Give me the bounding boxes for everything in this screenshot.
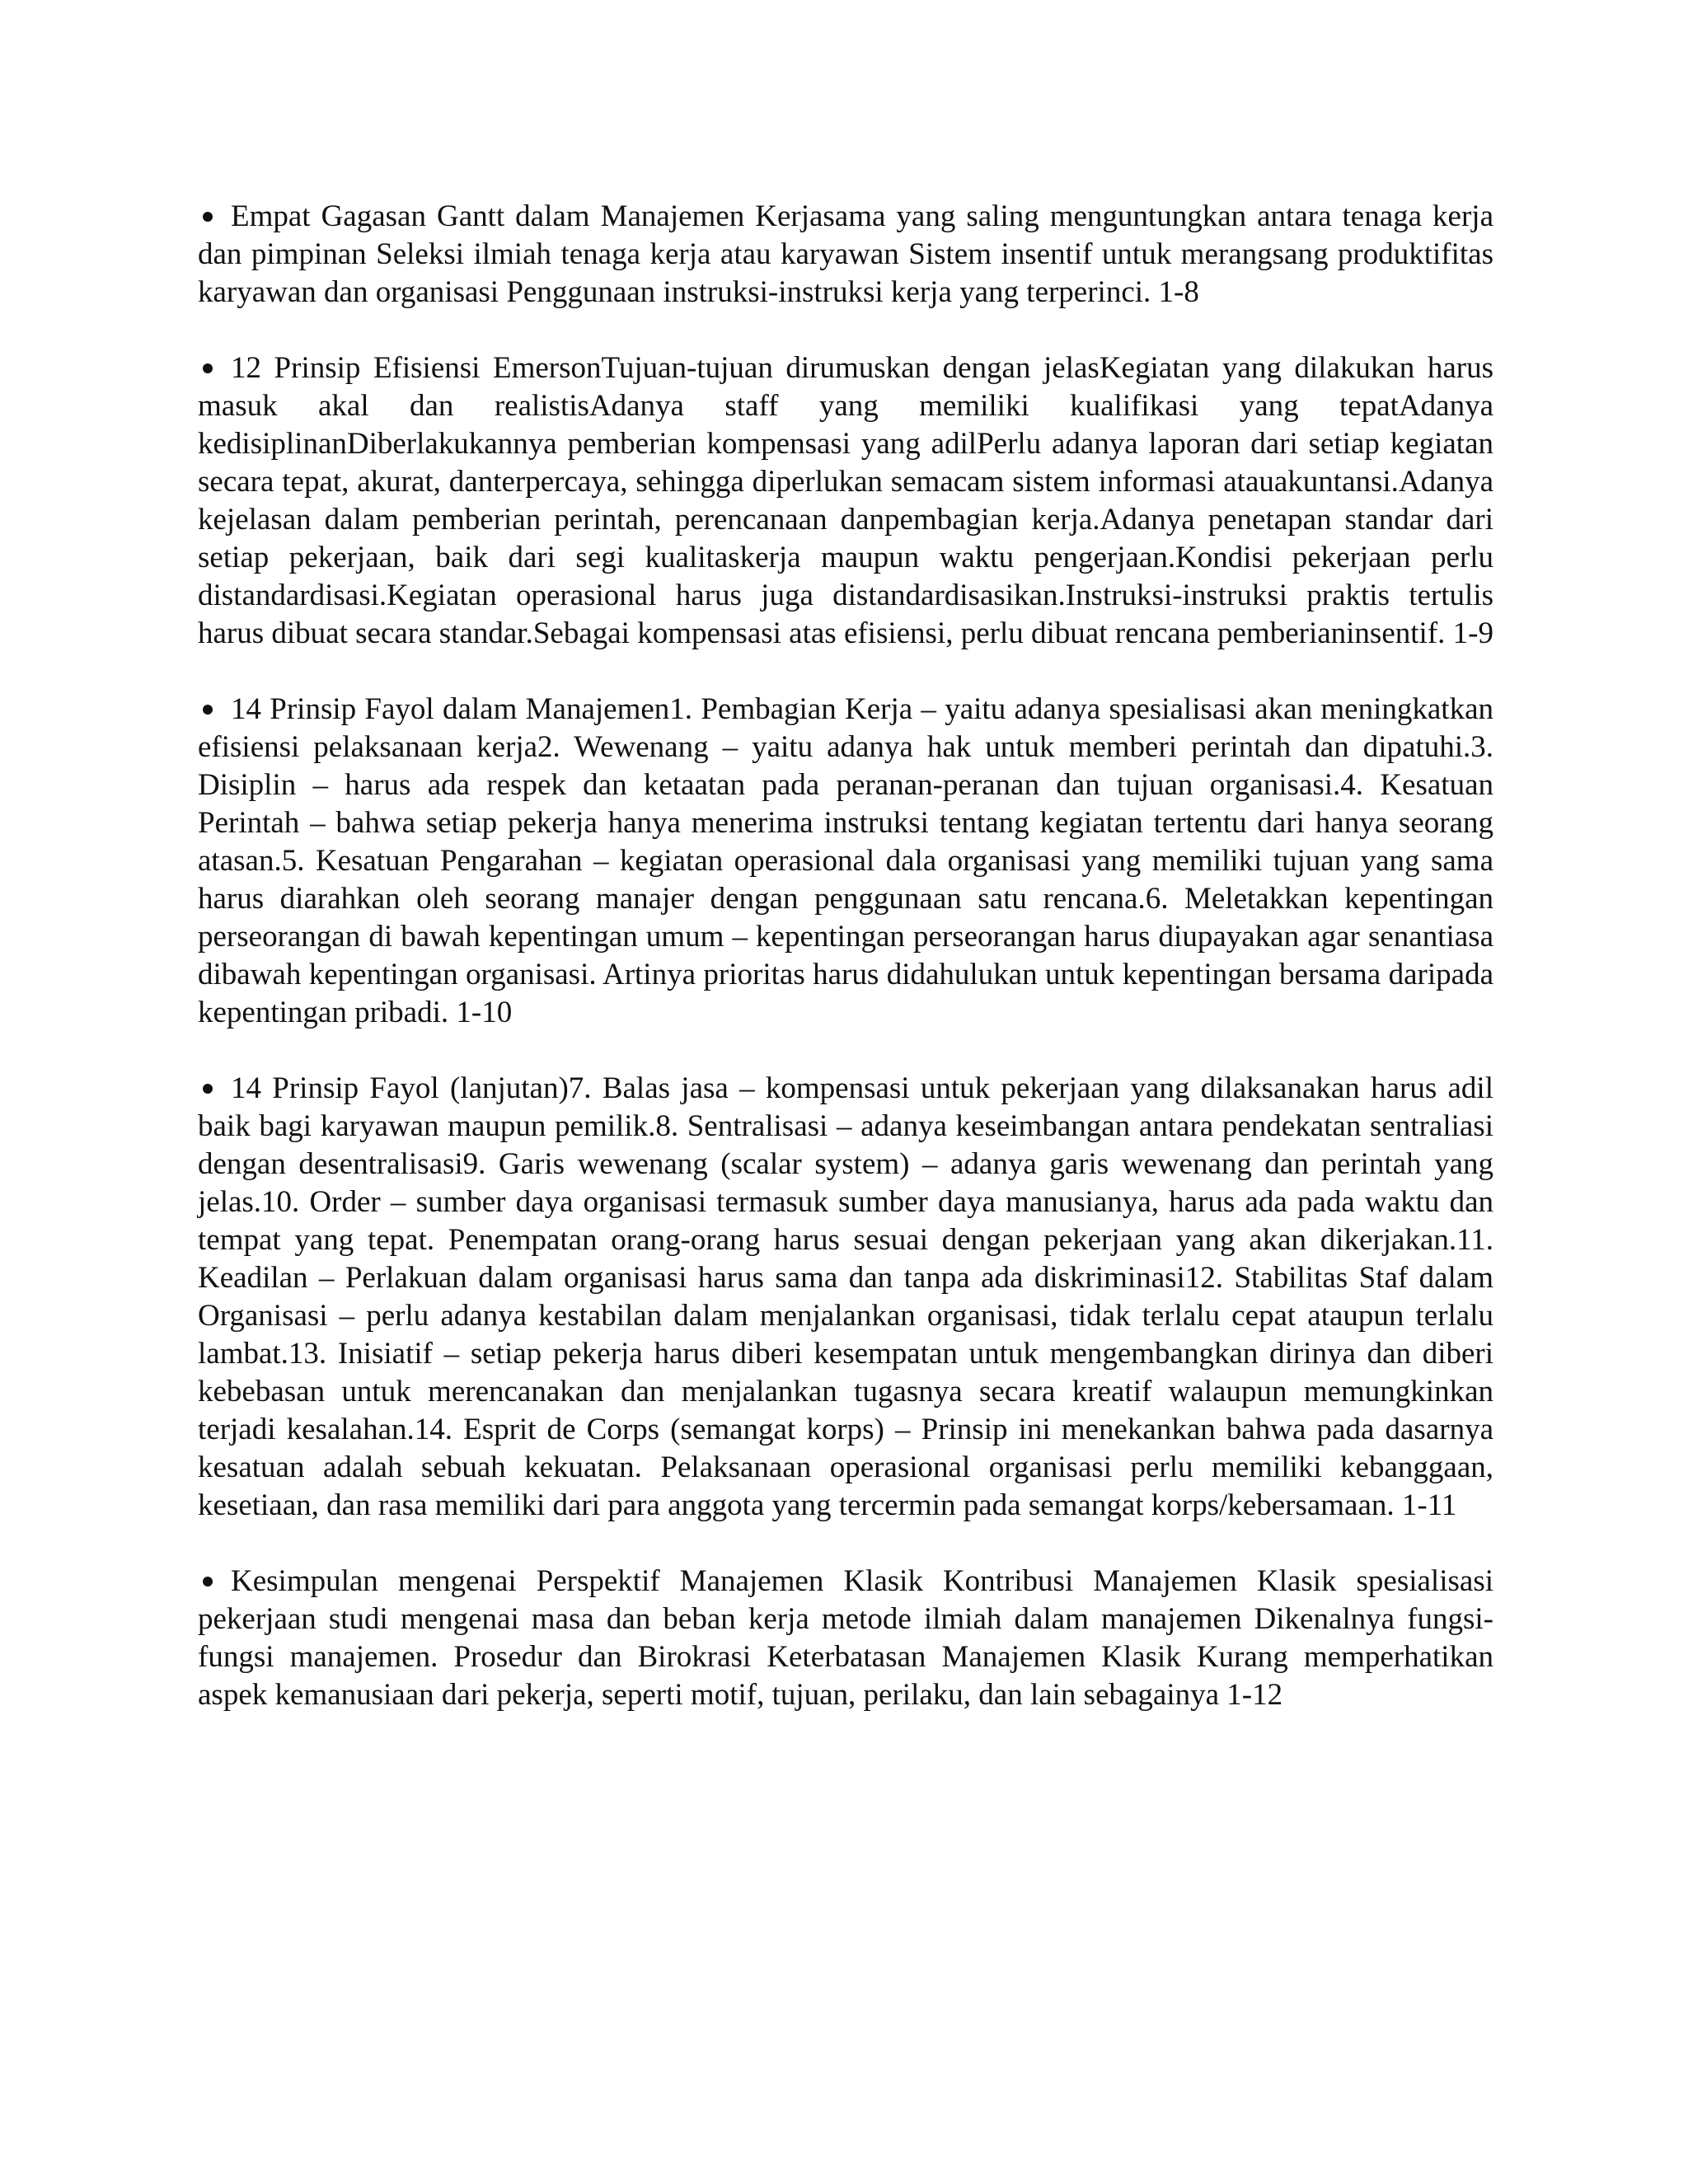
paragraph-text: 12 Prinsip Efisiensi EmersonTujuan-tujuan dirumuskan dengan jelasKegiatan yang dilakukan harus masuk akal dan realistisAdanya staff yang memiliki kualifikasi yang tepatAdanya kedisiplinanDiberlakukannya pemberian kompensasi yang adilPerlu adanya laporan dari setiap kegiatan secara tepat, akurat, danterpercaya, sehingga diperlukan semacam sistem informasi atauakuntansi.Adanya kejelasan dalam pemberian perintah, perencanaan danpembagian kerja.Adanya penetapan standar dari setiap pekerjaan, baik dari segi kualitaskerja maupun waktu pengerjaan.Kondisi pekerjaan perlu distandardisasi.Kegiatan operasional harus juga distandardisasikan.Instruksi-instruksi praktis tertulis harus dibuat secara standar.Sebagai kompensasi atas efisiensi, perlu dibuat rencana pemberianinsentif. 1-9	[198, 351, 1493, 650]
paragraph-conclusion	[198, 1563, 1493, 1714]
paragraph-text: 14 Prinsip Fayol (lanjutan)7. Balas jasa – kompensasi untuk pekerjaan yang dilaksanakan harus adil baik bagi karyawan maupun pemilik.8. Sentralisasi – adanya keseimbangan antara pendekatan sentraliasi dengan desentralisasi9. Garis wewenang (scalar system) – adanya garis wewenang dan perintah yang jelas.10. Order – sumber daya organisasi termasuk sumber daya manusianya, harus ada pada waktu dan tempat yang tepat. Penempatan orang-orang harus sesuai dengan pekerjaan yang akan dikerjakan.11. Keadilan – Perlakuan dalam organisasi harus sama dan tanpa ada diskriminasi12. Stabilitas Staf dalam Organisasi – perlu adanya kestabilan dalam menjalankan organisasi, tidak terlalu cepat ataupun terlalu lambat.13. Inisiatif – setiap pekerja harus diberi kesempatan untuk mengembangkan dirinya dan diberi kebebasan untuk merencanakan dan menjalankan tugasnya secara kreatif walaupun memungkinkan terjadi kesalahan.14. Esprit de Corps (semangat korps) – Prinsip ini menekankan bahwa pada dasarnya kesatuan adalah sebuah kekuatan. Pelaksanaan operasional organisasi perlu memiliki kebanggaan, kesetiaan, dan rasa memiliki dari para anggota yang tercermin pada semangat korps/kebersamaan. 1-11	[198, 1071, 1493, 1522]
paragraph-fayol-continued	[198, 1070, 1493, 1525]
paragraph-text: Empat Gagasan Gantt dalam Manajemen Kerjasama yang saling menguntungkan antara tenaga kerja dan pimpinan Seleksi ilmiah tenaga kerja atau karyawan Sistem insentif untuk merangsang produktifitas karyawan dan organisasi Penggunaan instruksi-instruksi kerja yang terperinci. 1-8	[198, 199, 1493, 309]
paragraph-gantt	[198, 198, 1493, 312]
bullet-icon	[203, 1084, 213, 1094]
bullet-icon	[203, 705, 213, 715]
document-page	[198, 198, 1493, 1752]
bullet-icon	[203, 212, 213, 222]
bullet-icon	[203, 1577, 213, 1586]
paragraph-text: 14 Prinsip Fayol dalam Manajemen1. Pembagian Kerja – yaitu adanya spesialisasi akan meningkatkan efisiensi pelaksanaan kerja2. Wewenang – yaitu adanya hak untuk memberi perintah dan dipatuhi.3. Disiplin – harus ada respek dan ketaatan pada peranan-peranan dan tujuan organisasi.4. Kesatuan Perintah – bahwa setiap pekerja hanya menerima instruksi tentang kegiatan tertentu dari hanya seorang atasan.5. Kesatuan Pengarahan – kegiatan operasional dala organisasi yang memiliki tujuan yang sama harus diarahkan oleh seorang manajer dengan penggunaan satu rencana.6. Meletakkan kepentingan perseorangan di bawah kepentingan umum – kepentingan perseorangan harus diupayakan agar senantiasa dibawah kepentingan organisasi. Artinya prioritas harus didahulukan untuk kepentingan bersama daripada kepentingan pribadi. 1-10	[198, 692, 1493, 1029]
paragraph-fayol	[198, 691, 1493, 1032]
paragraph-emerson	[198, 349, 1493, 653]
paragraph-text: Kesimpulan mengenai Perspektif Manajemen Klasik Kontribusi Manajemen Klasik spesialisasi pekerjaan studi mengenai masa dan beban kerja metode ilmiah dalam manajemen Dikenalnya fungsi-fungsi manajemen. Prosedur dan Birokrasi Keterbatasan Manajemen Klasik Kurang memperhatikan aspek kemanusiaan dari pekerja, seperti motif, tujuan, perilaku, dan lain sebagainya 1-12	[198, 1564, 1493, 1712]
bullet-icon	[203, 363, 213, 373]
